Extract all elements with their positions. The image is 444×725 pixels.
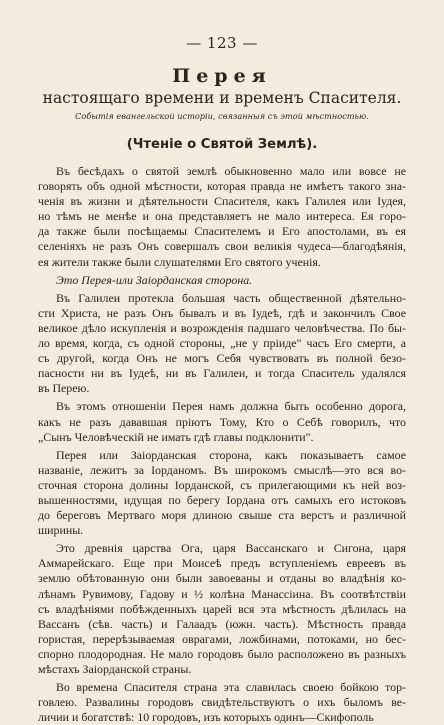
page-caption: Событія евангельской исторіи, связанныя съ этой мѣстностью. <box>75 111 369 121</box>
paragraph <box>38 680 406 725</box>
text-line: селеніяхъ не разъ Онъ совершалъ свои великія чудеса—благодѣянія, <box>38 239 406 254</box>
text-line: какъ не разъ дававшая пріютъ Тому, Кто о Себѣ говорилъ, что <box>38 414 406 429</box>
paragraph <box>38 541 406 677</box>
text-line: землю обѣтованную они были завоеваны и отданы во владѣнія ко- <box>38 571 406 586</box>
text-line: Вассанъ (сѣв. часть) и Галаадъ (южн. часть). Мѣстность правда <box>38 616 406 631</box>
text-line: Это древнія царства Ога, царя Вассанскаго и Сигона, царя <box>56 541 406 556</box>
page-subtitle: настоящаго времени и временъ Спасителя. <box>42 89 402 107</box>
paragraph <box>38 291 406 397</box>
text-line: съ другой, когда Онъ не могъ Себя чувствовать въ полной безо- <box>38 351 406 366</box>
text-line: Въ Галилеи протекла большая часть общественной дѣятельно- <box>56 290 406 305</box>
text-line: да также были посѣщаемы Спасителемъ и Его апостолами, въ ея <box>38 224 406 239</box>
text-line: личии и богатствѣ: 10 городовъ, изъ которыхъ одинъ—Скифополь <box>38 710 374 725</box>
text-line: спорно плодородная. Не мало городовъ было расположено въ разныхъ <box>38 646 406 661</box>
text-line: Аммарейскаго. Еще при Моисеѣ предъ вступленіемъ евреевъ въ <box>38 556 406 571</box>
text-line: сти Христа, не разъ Онъ бывалъ и въ Іудеѣ, гдѣ и закончилъ Свое <box>38 305 406 320</box>
text-line: говлею. Развалины городовъ свидѣтельствуютъ о ихъ быломъ ве- <box>38 695 406 710</box>
text-line: Это Перея-или Заіорданская сторона. <box>56 272 253 287</box>
text-line: „Сынъ Человѣческій не имать гдѣ главы подклонити". <box>38 429 314 444</box>
paragraph <box>38 164 406 270</box>
text-line: ея жители также были слушателями Его святого ученія. <box>38 254 321 269</box>
text-line: Перея или Заіорданская сторона, какъ показываетъ самое <box>56 447 406 462</box>
text-line: говорять объ одной мѣстности, которая правда не имѣетъ такого зна- <box>38 179 406 194</box>
text-line: лѣнамъ Рувимову, Гадову и ½ колѣна Манассіина. Въ соотвѣтствіи <box>38 586 406 601</box>
text-line: мѣстахъ Заіорданской страны. <box>38 662 192 676</box>
paragraph <box>38 273 406 288</box>
text-line: съ владѣніями побѣжденныхъ царей вся эта мѣстность дѣлилась на <box>38 601 406 616</box>
body-text <box>38 164 406 725</box>
paragraph <box>38 399 406 444</box>
text-line: до береговъ Мертваго моря длиною свыше ста верстъ и различной <box>38 508 406 523</box>
text-line: пасности ни въ Іудеѣ, ни въ Галилеи, и тогда Спаситель удалялся <box>38 366 406 381</box>
text-line: въ Перею. <box>38 381 90 396</box>
text-line: Во времена Спасителя страна эта славилась своею бойкою тор- <box>56 680 406 695</box>
text-line: ченія въ жизни и дѣятельности Спасителя, какъ Галилея или Іудея, <box>38 194 406 209</box>
page-number: — 123 — <box>186 34 258 52</box>
section-title: (Чтеніе о Святой Землѣ). <box>126 137 318 152</box>
text-line: гористая, перерѣзываемая оврагами, ложбинами, потоками, но бес- <box>38 631 406 646</box>
text-line: названіе, лежитъ за Іорданомъ. Въ широкомъ смыслѣ—это вся во- <box>38 462 406 477</box>
text-line: но тѣмъ не менѣе и она представляетъ не мало интереса. Ея горо- <box>38 209 406 224</box>
paragraph <box>38 448 406 539</box>
text-line: Въ этомъ отношеніи Перея намъ должна быть особенно дорога, <box>56 399 406 414</box>
text-line: вышенностями, идущая по берегу Іордана отъ самыхъ его истоковъ <box>38 492 406 507</box>
text-line: ширины. <box>38 523 84 538</box>
text-line: ло время, когда, съ одной стороны, „не у пріиде" часъ Его смерти, а <box>38 336 406 351</box>
page-title: Перея <box>172 65 272 87</box>
text-line: сточная сторона долины Іорданской, съ прилегающими къ ней воз- <box>38 477 406 492</box>
text-line: великое дѣло искупленія и возрожденія падшаго человѣчества. По бы- <box>38 320 406 335</box>
text-line: Въ бесѣдахъ о святой землѣ обыкновенно мало или вовсе не <box>56 164 406 178</box>
